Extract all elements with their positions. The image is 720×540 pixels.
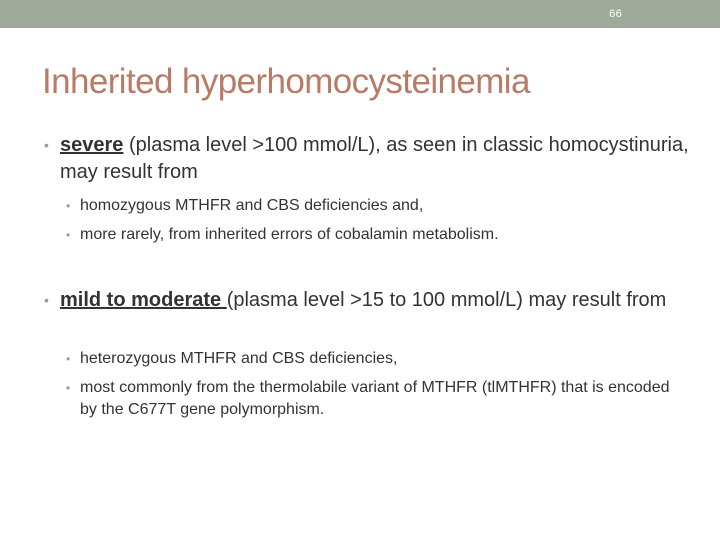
bullet-marker: • (66, 199, 71, 213)
sub-bullet (66, 348, 700, 370)
sub-bullet-text: heterozygous MTHFR and CBS deficiencies, (80, 350, 398, 367)
bullet-marker: • (44, 137, 49, 153)
sub-bullet (66, 377, 680, 421)
bullet-severe (44, 132, 690, 186)
bullet-lead: severe (60, 134, 124, 156)
bullet-text: (plasma level >100 mmol/L), as seen in classic homocystinuria, may result from (60, 134, 689, 183)
bullet-text: (plasma level >15 to 100 mmol/L) may result from (226, 289, 667, 311)
slide-title: Inherited hyperhomocysteinemia (42, 62, 530, 101)
sub-bullet-text: homozygous MTHFR and CBS deficiencies and, (80, 197, 424, 214)
bullet-lead: mild to moderate (60, 289, 227, 311)
sub-bullet-text: most commonly from the thermolabile variant of MTHFR (tlMTHFR) that is encoded by the C677T gene polymorphism. (80, 379, 670, 418)
bullet-mild-to-moderate (44, 287, 690, 314)
slide-number: 66 (609, 8, 622, 20)
header-bar (0, 0, 720, 28)
sub-bullet (66, 195, 700, 217)
bullet-marker: • (66, 228, 71, 242)
bullet-marker: • (66, 381, 71, 395)
sub-bullet (66, 224, 700, 246)
sub-bullet-text: more rarely, from inherited errors of cobalamin metabolism. (80, 226, 499, 243)
bullet-marker: • (44, 292, 49, 308)
bullet-marker: • (66, 352, 71, 366)
